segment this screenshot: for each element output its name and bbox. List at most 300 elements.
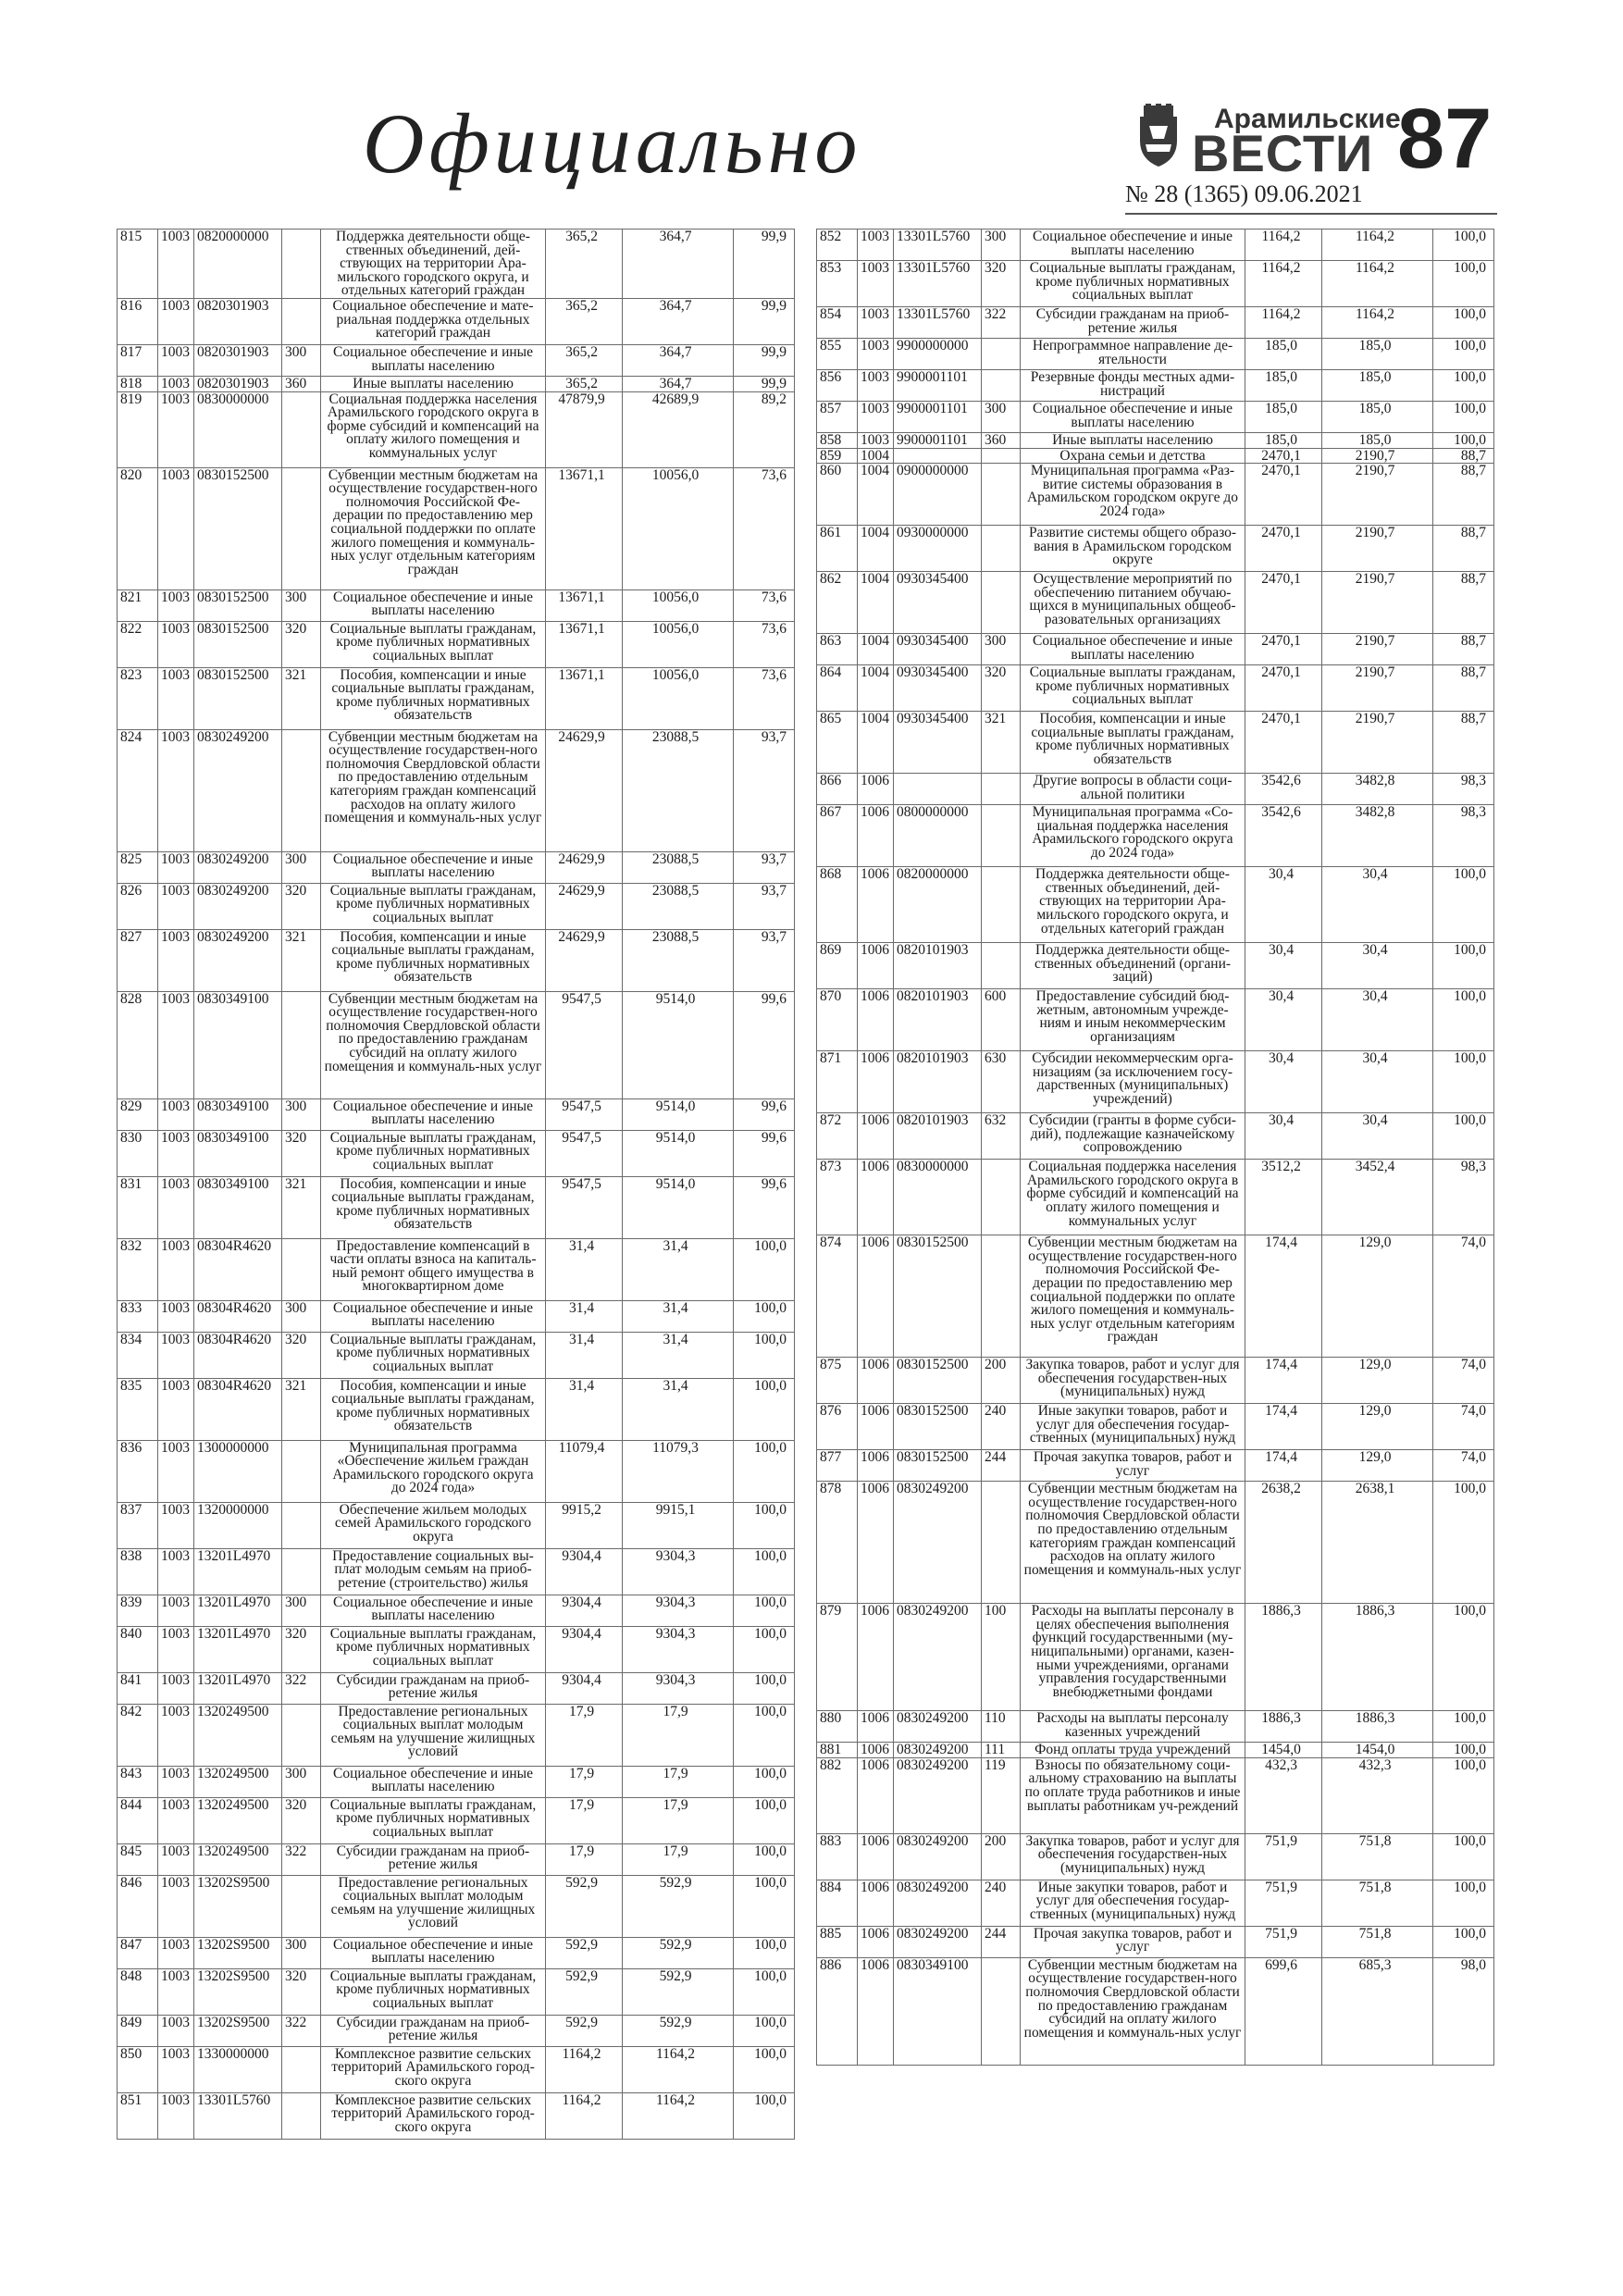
planned-amount: 2470,1 bbox=[1245, 634, 1322, 665]
section-code: 1003 bbox=[158, 729, 194, 851]
execution-percent: 99,9 bbox=[734, 376, 795, 391]
execution-percent: 100,0 bbox=[1433, 1926, 1494, 1957]
execution-percent: 88,7 bbox=[1433, 665, 1494, 712]
planned-amount: 30,4 bbox=[1245, 943, 1322, 989]
executed-amount: 10056,0 bbox=[623, 667, 734, 729]
section-code: 1003 bbox=[158, 590, 194, 621]
expense-type-code: 322 bbox=[982, 307, 1021, 339]
item-name: Субсидии (гранты в форме субси-дий), подлежащие казначейскому сопровождению bbox=[1021, 1113, 1245, 1160]
target-article-code: 13202S9500 bbox=[194, 1937, 282, 1968]
item-name: Субвенции местным бюджетам на осуществление государствен-ного полномочия Свердловской области по предоставлению гражданам субсидий на оплату жилого помещения и коммуналь-ных услуг bbox=[1021, 1957, 1245, 2065]
target-article-code: 13202S9500 bbox=[194, 2015, 282, 2046]
row-number: 874 bbox=[817, 1235, 858, 1358]
execution-percent: 98,3 bbox=[1433, 774, 1494, 805]
target-article-code: 0820101903 bbox=[894, 1113, 982, 1160]
table-row bbox=[817, 1743, 1494, 1758]
target-article-code: 0930345400 bbox=[894, 572, 982, 634]
target-article-code: 0830249200 bbox=[894, 1833, 982, 1880]
row-number: 828 bbox=[118, 991, 158, 1098]
target-article-code: 08304R4620 bbox=[194, 1332, 282, 1378]
item-name: Социальная поддержка населения Арамильского городского округа в форме субсидий и компенсаций на оплату жилого помещения и коммунальных услуг bbox=[321, 391, 546, 467]
planned-amount: 185,0 bbox=[1245, 433, 1322, 449]
target-article-code: 13301L5760 bbox=[894, 261, 982, 307]
target-article-code: 08304R4620 bbox=[194, 1378, 282, 1440]
executed-amount: 9514,0 bbox=[623, 1130, 734, 1176]
item-name: Социальные выплаты гражданам, кроме публичных нормативных социальных выплат bbox=[321, 1130, 546, 1176]
expense-type-code bbox=[982, 867, 1021, 943]
row-number: 856 bbox=[817, 370, 858, 402]
table-row bbox=[118, 1502, 795, 1548]
row-number: 837 bbox=[118, 1502, 158, 1548]
table-row bbox=[118, 590, 795, 621]
planned-amount: 2638,2 bbox=[1245, 1482, 1322, 1604]
table-row bbox=[118, 929, 795, 991]
item-name: Социальные выплаты гражданам, кроме публичных нормативных социальных выплат bbox=[1021, 261, 1245, 307]
section-code: 1003 bbox=[158, 298, 194, 344]
table-row bbox=[118, 1843, 795, 1875]
section-code: 1003 bbox=[158, 1968, 194, 2015]
executed-amount: 9304,3 bbox=[623, 1548, 734, 1595]
execution-percent: 100,0 bbox=[1433, 402, 1494, 433]
expense-type-code: 320 bbox=[282, 1968, 321, 2015]
planned-amount: 365,2 bbox=[546, 344, 623, 376]
execution-percent: 100,0 bbox=[1433, 1757, 1494, 1833]
row-number: 855 bbox=[817, 339, 858, 370]
executed-amount: 17,9 bbox=[623, 1797, 734, 1843]
executed-amount: 129,0 bbox=[1322, 1450, 1433, 1482]
executed-amount: 685,3 bbox=[1322, 1957, 1433, 2065]
row-number: 865 bbox=[817, 712, 858, 774]
executed-amount: 2190,7 bbox=[1322, 464, 1433, 526]
execution-percent: 99,9 bbox=[734, 298, 795, 344]
planned-amount: 30,4 bbox=[1245, 867, 1322, 943]
section-code: 1006 bbox=[858, 1880, 894, 1926]
section-code: 1003 bbox=[158, 1843, 194, 1875]
target-article-code: 0830349100 bbox=[894, 1957, 982, 2065]
section-code: 1003 bbox=[158, 467, 194, 590]
row-number: 836 bbox=[118, 1440, 158, 1502]
planned-amount: 17,9 bbox=[546, 1797, 623, 1843]
planned-amount: 24629,9 bbox=[546, 929, 623, 991]
planned-amount: 185,0 bbox=[1245, 339, 1322, 370]
executed-amount: 751,8 bbox=[1322, 1880, 1433, 1926]
execution-percent: 74,0 bbox=[1433, 1358, 1494, 1404]
expense-type-code: 110 bbox=[982, 1711, 1021, 1743]
execution-percent: 100,0 bbox=[1433, 943, 1494, 989]
table-row bbox=[817, 1604, 1494, 1711]
target-article-code: 0830152500 bbox=[894, 1358, 982, 1404]
table-row bbox=[118, 1797, 795, 1843]
expense-type-code: 300 bbox=[982, 402, 1021, 433]
item-name: Субсидии гражданам на приоб-ретение жилья bbox=[321, 1672, 546, 1704]
row-number: 818 bbox=[118, 376, 158, 391]
executed-amount: 1164,2 bbox=[1322, 261, 1433, 307]
planned-amount: 174,4 bbox=[1245, 1358, 1322, 1404]
table-row bbox=[817, 943, 1494, 989]
row-number: 827 bbox=[118, 929, 158, 991]
planned-amount: 592,9 bbox=[546, 1968, 623, 2015]
executed-amount: 592,9 bbox=[623, 1875, 734, 1937]
planned-amount: 17,9 bbox=[546, 1766, 623, 1797]
planned-amount: 365,2 bbox=[546, 376, 623, 391]
item-name: Субвенции местным бюджетам на осуществление государствен-ного полномочия Свердловской области по предоставлению гражданам субсидий на оплату жилого помещения и коммуналь-ных услуг bbox=[321, 991, 546, 1098]
target-article-code: 08304R4620 bbox=[194, 1238, 282, 1300]
execution-percent: 98,3 bbox=[1433, 805, 1494, 867]
item-name: Осуществление мероприятий по обеспечению питанием обучаю-щихся в муниципальных общеоб-разовательных организациях bbox=[1021, 572, 1245, 634]
section-code: 1003 bbox=[158, 1502, 194, 1548]
item-name: Обеспечение жильем молодых семей Арамильского городского округа bbox=[321, 1502, 546, 1548]
row-number: 822 bbox=[118, 621, 158, 667]
expense-type-code: 320 bbox=[282, 1332, 321, 1378]
target-article-code: 9900001101 bbox=[894, 402, 982, 433]
target-article-code: 0830152500 bbox=[194, 621, 282, 667]
target-article-code: 0830152500 bbox=[194, 590, 282, 621]
item-name: Комплексное развитие сельских территорий Арамильского город-ского округа bbox=[321, 2046, 546, 2092]
execution-percent: 100,0 bbox=[1433, 339, 1494, 370]
planned-amount: 751,9 bbox=[1245, 1926, 1322, 1957]
section-code: 1003 bbox=[158, 1098, 194, 1130]
target-article-code: 1320000000 bbox=[194, 1502, 282, 1548]
section-code: 1006 bbox=[858, 989, 894, 1051]
section-code: 1006 bbox=[858, 1833, 894, 1880]
target-article-code: 0830249200 bbox=[194, 929, 282, 991]
executed-amount: 31,4 bbox=[623, 1300, 734, 1332]
planned-amount: 47879,9 bbox=[546, 391, 623, 467]
expense-type-code bbox=[982, 526, 1021, 572]
table-row bbox=[817, 1482, 1494, 1604]
executed-amount: 129,0 bbox=[1322, 1358, 1433, 1404]
section-code: 1006 bbox=[858, 943, 894, 989]
row-number: 833 bbox=[118, 1300, 158, 1332]
item-name: Субвенции местным бюджетам на осуществление государствен-ного полномочия Российской Фе-дерации по предоставлению мер социальной поддержки по оплате жилого помещения и коммуналь-ных услуг отдельным категориям граждан bbox=[1021, 1235, 1245, 1358]
target-article-code: 1320249500 bbox=[194, 1766, 282, 1797]
table-row bbox=[817, 1957, 1494, 2065]
executed-amount: 30,4 bbox=[1322, 943, 1433, 989]
expense-type-code: 600 bbox=[982, 989, 1021, 1051]
table-row bbox=[817, 261, 1494, 307]
section-code: 1006 bbox=[858, 1051, 894, 1113]
executed-amount: 2190,7 bbox=[1322, 572, 1433, 634]
planned-amount: 592,9 bbox=[546, 1875, 623, 1937]
executed-amount: 42689,9 bbox=[623, 391, 734, 467]
item-name: Субсидии гражданам на приоб-ретение жилья bbox=[321, 2015, 546, 2046]
target-article-code: 0820000000 bbox=[894, 867, 982, 943]
executed-amount: 364,7 bbox=[623, 376, 734, 391]
row-number: 819 bbox=[118, 391, 158, 467]
row-number: 829 bbox=[118, 1098, 158, 1130]
execution-percent: 99,6 bbox=[734, 1176, 795, 1238]
table-row bbox=[118, 230, 795, 299]
row-number: 863 bbox=[817, 634, 858, 665]
target-article-code: 0830249200 bbox=[894, 1880, 982, 1926]
expense-type-code: 320 bbox=[282, 1130, 321, 1176]
item-name: Социальное обеспечение и иные выплаты населению bbox=[321, 1595, 546, 1626]
section-code: 1003 bbox=[158, 1626, 194, 1672]
target-article-code: 0900000000 bbox=[894, 464, 982, 526]
target-article-code: 0830000000 bbox=[894, 1160, 982, 1235]
table-row bbox=[118, 391, 795, 467]
executed-amount: 17,9 bbox=[623, 1704, 734, 1766]
expense-type-code: 300 bbox=[282, 1766, 321, 1797]
planned-amount: 30,4 bbox=[1245, 1051, 1322, 1113]
execution-percent: 98,0 bbox=[1433, 1957, 1494, 2065]
expense-type-code bbox=[982, 805, 1021, 867]
section-code: 1003 bbox=[158, 929, 194, 991]
target-article-code: 0930345400 bbox=[894, 634, 982, 665]
section-code: 1003 bbox=[858, 433, 894, 449]
planned-amount: 17,9 bbox=[546, 1843, 623, 1875]
expense-type-code: 322 bbox=[282, 1843, 321, 1875]
section-code: 1006 bbox=[858, 1757, 894, 1833]
target-article-code: 0830152500 bbox=[894, 1450, 982, 1482]
execution-percent: 100,0 bbox=[1433, 1051, 1494, 1113]
planned-amount: 2470,1 bbox=[1245, 572, 1322, 634]
issue-info: № 28 (1365) 09.06.2021 bbox=[1125, 180, 1363, 207]
table-row bbox=[817, 989, 1494, 1051]
table-row bbox=[118, 1672, 795, 1704]
expense-type-code: 300 bbox=[982, 634, 1021, 665]
table-row bbox=[118, 621, 795, 667]
row-number: 867 bbox=[817, 805, 858, 867]
expense-type-code: 320 bbox=[982, 665, 1021, 712]
table-row bbox=[118, 1238, 795, 1300]
page-number: 87 bbox=[1397, 92, 1493, 186]
section-code: 1003 bbox=[158, 1130, 194, 1176]
table-row bbox=[817, 805, 1494, 867]
execution-percent: 88,7 bbox=[1433, 634, 1494, 665]
item-name: Социальные выплаты гражданам, кроме публичных нормативных социальных выплат bbox=[321, 883, 546, 929]
section-code: 1004 bbox=[858, 464, 894, 526]
table-row bbox=[118, 991, 795, 1098]
expense-type-code: 320 bbox=[282, 621, 321, 667]
planned-amount: 31,4 bbox=[546, 1300, 623, 1332]
planned-amount: 174,4 bbox=[1245, 1404, 1322, 1450]
target-article-code: 0830349100 bbox=[194, 1130, 282, 1176]
table-row bbox=[118, 1440, 795, 1502]
planned-amount: 13671,1 bbox=[546, 467, 623, 590]
execution-percent: 99,6 bbox=[734, 1098, 795, 1130]
table-row bbox=[817, 634, 1494, 665]
expense-type-code bbox=[982, 1957, 1021, 2065]
execution-percent: 100,0 bbox=[1433, 370, 1494, 402]
item-name: Социальное обеспечение и иные выплаты населению bbox=[321, 1937, 546, 1968]
target-article-code: 13202S9500 bbox=[194, 1968, 282, 2015]
item-name: Социальные выплаты гражданам, кроме публичных нормативных социальных выплат bbox=[1021, 665, 1245, 712]
expense-type-code: 100 bbox=[982, 1604, 1021, 1711]
table-row bbox=[118, 1378, 795, 1440]
row-number: 832 bbox=[118, 1238, 158, 1300]
item-name: Другие вопросы в области соци-альной политики bbox=[1021, 774, 1245, 805]
section-code: 1004 bbox=[858, 572, 894, 634]
planned-amount: 3512,2 bbox=[1245, 1160, 1322, 1235]
expense-type-code bbox=[282, 467, 321, 590]
execution-percent: 88,7 bbox=[1433, 448, 1494, 464]
execution-percent: 100,0 bbox=[1433, 1833, 1494, 1880]
planned-amount: 365,2 bbox=[546, 230, 623, 299]
table-row bbox=[817, 1926, 1494, 1957]
target-article-code: 13301L5760 bbox=[894, 230, 982, 261]
expense-type-code: 200 bbox=[982, 1833, 1021, 1880]
expense-type-code: 360 bbox=[982, 433, 1021, 449]
target-article-code: 13301L5760 bbox=[194, 2092, 282, 2139]
executed-amount: 1164,2 bbox=[623, 2092, 734, 2139]
target-article-code: 0800000000 bbox=[894, 805, 982, 867]
executed-amount: 17,9 bbox=[623, 1843, 734, 1875]
planned-amount: 13671,1 bbox=[546, 621, 623, 667]
row-number: 869 bbox=[817, 943, 858, 989]
header-divider bbox=[1125, 213, 1497, 215]
section-code: 1006 bbox=[858, 1235, 894, 1358]
executed-amount: 592,9 bbox=[623, 2015, 734, 2046]
section-code: 1003 bbox=[158, 621, 194, 667]
table-row bbox=[817, 526, 1494, 572]
execution-percent: 100,0 bbox=[1433, 1743, 1494, 1758]
section-code: 1003 bbox=[158, 1238, 194, 1300]
execution-percent: 100,0 bbox=[1433, 989, 1494, 1051]
row-number: 820 bbox=[118, 467, 158, 590]
item-name: Предоставление социальных вы-плат молодым семьям на приоб-ретение (строительство) жилья bbox=[321, 1548, 546, 1595]
table-row bbox=[817, 1113, 1494, 1160]
expense-type-code: 322 bbox=[282, 1672, 321, 1704]
executed-amount: 31,4 bbox=[623, 1332, 734, 1378]
section-code: 1003 bbox=[158, 1937, 194, 1968]
expense-type-code: 630 bbox=[982, 1051, 1021, 1113]
expense-type-code bbox=[982, 1235, 1021, 1358]
executed-amount: 1164,2 bbox=[1322, 230, 1433, 261]
table-row bbox=[817, 1833, 1494, 1880]
executed-amount: 751,8 bbox=[1322, 1926, 1433, 1957]
executed-amount: 185,0 bbox=[1322, 370, 1433, 402]
table-row bbox=[118, 1130, 795, 1176]
execution-percent: 100,0 bbox=[734, 1937, 795, 1968]
table-row bbox=[817, 1160, 1494, 1235]
table-row bbox=[118, 1300, 795, 1332]
executed-amount: 9514,0 bbox=[623, 1098, 734, 1130]
execution-percent: 73,6 bbox=[734, 667, 795, 729]
item-name: Муниципальная программа «Раз-витие системы образования в Арамильском городском округе до 2024 года» bbox=[1021, 464, 1245, 526]
execution-percent: 100,0 bbox=[734, 1672, 795, 1704]
planned-amount: 1164,2 bbox=[546, 2046, 623, 2092]
expense-type-code: 240 bbox=[982, 1404, 1021, 1450]
executed-amount: 364,7 bbox=[623, 344, 734, 376]
table-row bbox=[817, 1711, 1494, 1743]
executed-amount: 30,4 bbox=[1322, 867, 1433, 943]
row-number: 859 bbox=[817, 448, 858, 464]
row-number: 880 bbox=[817, 1711, 858, 1743]
execution-percent: 100,0 bbox=[734, 1502, 795, 1548]
execution-percent: 100,0 bbox=[1433, 1113, 1494, 1160]
planned-amount: 9915,2 bbox=[546, 1502, 623, 1548]
table-row bbox=[817, 572, 1494, 634]
table-row bbox=[817, 307, 1494, 339]
execution-percent: 100,0 bbox=[1433, 230, 1494, 261]
executed-amount: 11079,3 bbox=[623, 1440, 734, 1502]
row-number: 882 bbox=[817, 1757, 858, 1833]
section-code: 1006 bbox=[858, 805, 894, 867]
row-number: 831 bbox=[118, 1176, 158, 1238]
row-number: 835 bbox=[118, 1378, 158, 1440]
table-row bbox=[817, 665, 1494, 712]
item-name: Поддержка деятельности обще-ственных объединений, дей-ствующих на территории Ара-мильского городского округа, и отдельных категорий граждан bbox=[321, 230, 546, 299]
table-row bbox=[817, 433, 1494, 449]
item-name: Социальные выплаты гражданам, кроме публичных нормативных социальных выплат bbox=[321, 1968, 546, 2015]
row-number: 860 bbox=[817, 464, 858, 526]
expense-type-code: 322 bbox=[282, 2015, 321, 2046]
item-name: Пособия, компенсации и иные социальные выплаты гражданам, кроме публичных нормативных обязательств bbox=[321, 667, 546, 729]
executed-amount: 30,4 bbox=[1322, 989, 1433, 1051]
execution-percent: 100,0 bbox=[734, 1843, 795, 1875]
item-name: Прочая закупка товаров, работ и услуг bbox=[1021, 1926, 1245, 1957]
execution-percent: 88,7 bbox=[1433, 572, 1494, 634]
target-article-code: 0830249200 bbox=[894, 1604, 982, 1711]
target-article-code: 1320249500 bbox=[194, 1797, 282, 1843]
target-article-code: 9900000000 bbox=[894, 339, 982, 370]
planned-amount: 1164,2 bbox=[1245, 307, 1322, 339]
execution-percent: 100,0 bbox=[734, 1626, 795, 1672]
planned-amount: 24629,9 bbox=[546, 851, 623, 883]
expense-type-code: 320 bbox=[982, 261, 1021, 307]
target-article-code: 0830249200 bbox=[894, 1926, 982, 1957]
section-code: 1004 bbox=[858, 526, 894, 572]
expense-type-code bbox=[982, 370, 1021, 402]
executed-amount: 31,4 bbox=[623, 1238, 734, 1300]
target-article-code: 13202S9500 bbox=[194, 1875, 282, 1937]
execution-percent: 100,0 bbox=[734, 1797, 795, 1843]
execution-percent: 100,0 bbox=[734, 1332, 795, 1378]
expense-type-code: 200 bbox=[982, 1358, 1021, 1404]
table-row bbox=[817, 867, 1494, 943]
target-article-code: 0830152500 bbox=[194, 467, 282, 590]
row-number: 849 bbox=[118, 2015, 158, 2046]
execution-percent: 100,0 bbox=[1433, 867, 1494, 943]
table-row bbox=[817, 774, 1494, 805]
expense-type-code: 300 bbox=[282, 344, 321, 376]
executed-amount: 1886,3 bbox=[1322, 1604, 1433, 1711]
coat-of-arms-icon bbox=[1133, 104, 1184, 168]
item-name: Пособия, компенсации и иные социальные выплаты гражданам, кроме публичных нормативных обязательств bbox=[321, 929, 546, 991]
planned-amount: 9304,4 bbox=[546, 1548, 623, 1595]
target-article-code: 0820301903 bbox=[194, 344, 282, 376]
executed-amount: 23088,5 bbox=[623, 929, 734, 991]
expense-type-code bbox=[982, 572, 1021, 634]
executed-amount: 129,0 bbox=[1322, 1235, 1433, 1358]
expense-type-code: 321 bbox=[282, 1176, 321, 1238]
table-row bbox=[118, 1626, 795, 1672]
row-number: 861 bbox=[817, 526, 858, 572]
row-number: 841 bbox=[118, 1672, 158, 1704]
item-name: Социальное обеспечение и иные выплаты населению bbox=[1021, 634, 1245, 665]
section-code: 1003 bbox=[158, 2092, 194, 2139]
expense-type-code bbox=[982, 448, 1021, 464]
section-code: 1006 bbox=[858, 1160, 894, 1235]
target-article-code: 1300000000 bbox=[194, 1440, 282, 1502]
planned-amount: 3542,6 bbox=[1245, 774, 1322, 805]
executed-amount: 9915,1 bbox=[623, 1502, 734, 1548]
target-article-code: 13201L4970 bbox=[194, 1672, 282, 1704]
execution-percent: 74,0 bbox=[1433, 1404, 1494, 1450]
execution-percent: 73,6 bbox=[734, 467, 795, 590]
row-number: 883 bbox=[817, 1833, 858, 1880]
executed-amount: 23088,5 bbox=[623, 883, 734, 929]
table-row bbox=[118, 1098, 795, 1130]
target-article-code: 0830249200 bbox=[194, 883, 282, 929]
execution-percent: 100,0 bbox=[1433, 307, 1494, 339]
item-name: Пособия, компенсации и иные социальные выплаты гражданам, кроме публичных нормативных обязательств bbox=[1021, 712, 1245, 774]
executed-amount: 31,4 bbox=[623, 1378, 734, 1440]
table-row bbox=[817, 230, 1494, 261]
target-article-code: 0830152500 bbox=[894, 1235, 982, 1358]
table-row bbox=[118, 667, 795, 729]
